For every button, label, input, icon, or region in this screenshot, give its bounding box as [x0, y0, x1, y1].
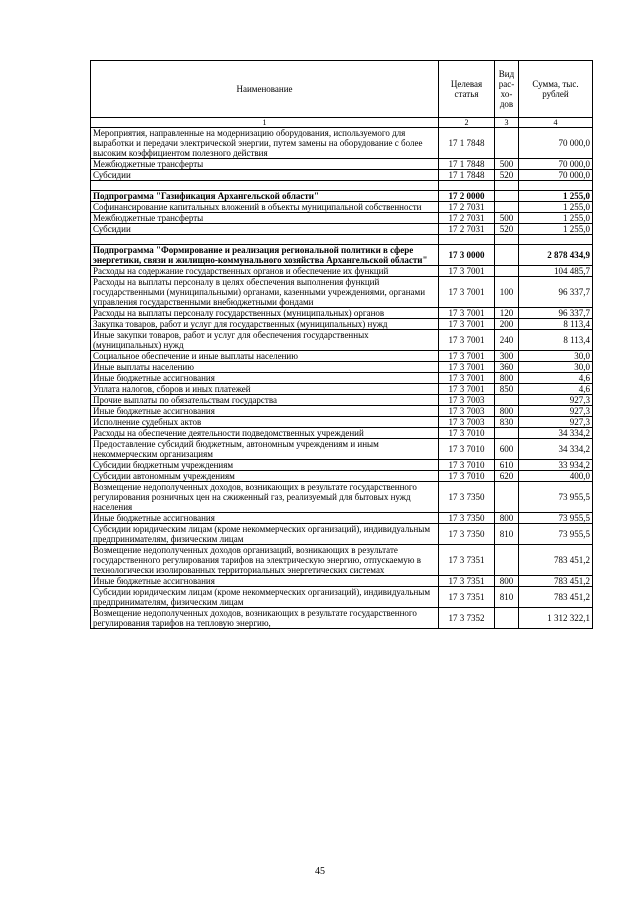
type-cell: 240: [495, 330, 519, 351]
name-cell: Иные бюджетные ассигнования: [91, 373, 439, 384]
sum-cell: 783 451,2: [519, 545, 593, 576]
name-cell: Возмещение недополученных доходов, возникающих в результате государственного регулирования розничных цен на сжиженный газ, реализуемый для бытовых нужд населения: [91, 482, 439, 513]
name-cell: Расходы на выплаты персоналу в целях обеспечения выполнения функций государственными (муниципальными) органами, казенными учреждениями, органами управления государственными внебюджетными фондами: [91, 277, 439, 308]
table-row: [91, 428, 593, 439]
table-row: [91, 524, 593, 545]
type-cell: [495, 245, 519, 266]
name-cell: Расходы на содержание государственных органов и обеспечение их функций: [91, 266, 439, 277]
name-cell: Исполнение судебных актов: [91, 417, 439, 428]
type-cell: 300: [495, 351, 519, 362]
table-header-row: [91, 61, 593, 118]
table-row: [91, 308, 593, 319]
name-cell: Социальное обеспечение и иные выплаты населению: [91, 351, 439, 362]
sum-cell: 8 113,4: [519, 319, 593, 330]
table-row: [91, 319, 593, 330]
spacer-row: [91, 181, 593, 191]
table-row: [91, 159, 593, 170]
target-cell: 17 3 7001: [439, 319, 495, 330]
name-cell: Иные бюджетные ассигнования: [91, 406, 439, 417]
target-cell: 17 3 0000: [439, 245, 495, 266]
type-cell: [495, 395, 519, 406]
target-cell: 17 2 7031: [439, 213, 495, 224]
target-cell: 17 3 7001: [439, 384, 495, 395]
sum-cell: 73 955,5: [519, 513, 593, 524]
name-cell: Иные бюджетные ассигнования: [91, 576, 439, 587]
page-number: 45: [315, 866, 325, 877]
name-cell: Субсидии юридическим лицам (кроме некоммерческих организаций), индивидуальным предпринимателям, физическим лицам: [91, 524, 439, 545]
sum-cell: 400,0: [519, 471, 593, 482]
name-cell: Субсидии бюджетным учреждениям: [91, 460, 439, 471]
target-cell: 17 3 7001: [439, 362, 495, 373]
target-cell: 17 3 7003: [439, 395, 495, 406]
type-cell: [495, 266, 519, 277]
sum-cell: 1 312 322,1: [519, 608, 593, 629]
type-cell: 500: [495, 213, 519, 224]
target-cell: 17 1 7848: [439, 170, 495, 181]
table-row: [91, 460, 593, 471]
type-cell: 200: [495, 319, 519, 330]
sum-cell: 783 451,2: [519, 576, 593, 587]
sum-cell: 4,6: [519, 373, 593, 384]
spacer-cell: [91, 235, 439, 245]
name-cell: Софинансирование капитальных вложений в объекты муниципальной собственности: [91, 202, 439, 213]
target-cell: 17 1 7848: [439, 159, 495, 170]
name-cell: Предоставление субсидий бюджетным, автономным учреждениям и иным некоммерческим организациям: [91, 439, 439, 460]
subprogram-row: [91, 245, 593, 266]
type-cell: [495, 608, 519, 629]
column-number-row: [91, 118, 593, 128]
name-cell: Подпрограмма "Газификация Архангельской области": [91, 191, 439, 202]
name-cell: Расходы на выплаты персоналу государственных (муниципальных) органов: [91, 308, 439, 319]
name-cell: Субсидии автономным учреждениям: [91, 471, 439, 482]
type-cell: [495, 482, 519, 513]
sum-cell: 1 255,0: [519, 191, 593, 202]
name-cell: Мероприятия, направленные на модернизацию оборудования, используемого для выработки и передачи электрической энергии, путем замены на оборудование с более высоким коэффициентом полезного действия: [91, 128, 439, 159]
sum-cell: 1 255,0: [519, 213, 593, 224]
sum-cell: 104 485,7: [519, 266, 593, 277]
target-cell: 17 3 7001: [439, 351, 495, 362]
table-row: [91, 128, 593, 159]
type-cell: 810: [495, 524, 519, 545]
header-type: Вид рас-хо-дов: [495, 61, 519, 118]
name-cell: Прочие выплаты по обязательствам государства: [91, 395, 439, 406]
name-cell: Закупка товаров, работ и услуг для государственных (муниципальных) нужд: [91, 319, 439, 330]
sum-cell: 927,3: [519, 406, 593, 417]
target-cell: 17 3 7001: [439, 373, 495, 384]
table-row: [91, 513, 593, 524]
spacer-row: [91, 235, 593, 245]
sum-cell: 96 337,7: [519, 308, 593, 319]
type-cell: 800: [495, 576, 519, 587]
name-cell: Иные выплаты населению: [91, 362, 439, 373]
type-cell: 360: [495, 362, 519, 373]
target-cell: 17 3 7350: [439, 482, 495, 513]
type-cell: 800: [495, 513, 519, 524]
name-cell: Расходы на обеспечение деятельности подведомственных учреждений: [91, 428, 439, 439]
table-row: [91, 576, 593, 587]
table-row: [91, 213, 593, 224]
target-cell: 17 3 7351: [439, 545, 495, 576]
table-row: [91, 439, 593, 460]
type-cell: 850: [495, 384, 519, 395]
type-cell: 800: [495, 373, 519, 384]
target-cell: 17 3 7001: [439, 308, 495, 319]
table-row: [91, 417, 593, 428]
sum-cell: 34 334,2: [519, 428, 593, 439]
target-cell: 17 3 7001: [439, 330, 495, 351]
sum-cell: 96 337,7: [519, 277, 593, 308]
sum-cell: 8 113,4: [519, 330, 593, 351]
name-cell: Иные бюджетные ассигнования: [91, 513, 439, 524]
table-row: [91, 406, 593, 417]
type-cell: [495, 545, 519, 576]
sum-cell: 4,6: [519, 384, 593, 395]
type-cell: [495, 202, 519, 213]
table-row: [91, 395, 593, 406]
subprogram-row: [91, 191, 593, 202]
table-row: [91, 373, 593, 384]
type-cell: 830: [495, 417, 519, 428]
sum-cell: 70 000,0: [519, 128, 593, 159]
sum-cell: 30,0: [519, 351, 593, 362]
table-row: [91, 266, 593, 277]
target-cell: 17 2 7031: [439, 224, 495, 235]
spacer-cell: [439, 235, 495, 245]
type-cell: [495, 191, 519, 202]
target-cell: 17 3 7010: [439, 439, 495, 460]
table-row: [91, 170, 593, 181]
type-cell: [495, 128, 519, 159]
name-cell: Межбюджетные трансферты: [91, 213, 439, 224]
name-cell: Уплата налогов, сборов и иных платежей: [91, 384, 439, 395]
spacer-cell: [439, 181, 495, 191]
target-cell: 17 3 7010: [439, 471, 495, 482]
type-cell: 500: [495, 159, 519, 170]
sum-cell: 33 934,2: [519, 460, 593, 471]
sum-cell: 1 255,0: [519, 224, 593, 235]
spacer-cell: [91, 181, 439, 191]
name-cell: Межбюджетные трансферты: [91, 159, 439, 170]
column-number: 3: [495, 118, 519, 128]
target-cell: 17 3 7001: [439, 277, 495, 308]
header-name: Наименование: [91, 61, 439, 118]
spacer-cell: [519, 235, 593, 245]
table-row: [91, 384, 593, 395]
spacer-cell: [519, 181, 593, 191]
target-cell: 17 1 7848: [439, 128, 495, 159]
target-cell: 17 3 7351: [439, 587, 495, 608]
target-cell: 17 2 0000: [439, 191, 495, 202]
spacer-cell: [495, 181, 519, 191]
spacer-cell: [495, 235, 519, 245]
target-cell: 17 3 7001: [439, 266, 495, 277]
budget-table: [90, 60, 593, 629]
sum-cell: 73 955,5: [519, 524, 593, 545]
target-cell: 17 3 7003: [439, 417, 495, 428]
target-cell: 17 3 7010: [439, 428, 495, 439]
name-cell: Субсидии: [91, 170, 439, 181]
sum-cell: 2 878 434,9: [519, 245, 593, 266]
name-cell: Субсидии юридическим лицам (кроме некоммерческих организаций), индивидуальным предпринимателям, физическим лицам: [91, 587, 439, 608]
type-cell: 800: [495, 406, 519, 417]
type-cell: 810: [495, 587, 519, 608]
type-cell: 600: [495, 439, 519, 460]
sum-cell: 927,3: [519, 417, 593, 428]
type-cell: 610: [495, 460, 519, 471]
type-cell: 620: [495, 471, 519, 482]
table-row: [91, 482, 593, 513]
sum-cell: 73 955,5: [519, 482, 593, 513]
target-cell: 17 3 7010: [439, 460, 495, 471]
target-cell: 17 3 7350: [439, 524, 495, 545]
type-cell: [495, 428, 519, 439]
table-body: [91, 128, 593, 629]
table-row: [91, 471, 593, 482]
name-cell: Возмещение недополученных доходов, возникающих в результате государственного регулирования тарифов на тепловую энергию,: [91, 608, 439, 629]
sum-cell: 783 451,2: [519, 587, 593, 608]
target-cell: 17 3 7350: [439, 513, 495, 524]
target-cell: 17 3 7352: [439, 608, 495, 629]
table-row: [91, 351, 593, 362]
table-row: [91, 587, 593, 608]
table-row: [91, 224, 593, 235]
table-row: [91, 362, 593, 373]
type-cell: 100: [495, 277, 519, 308]
name-cell: Возмещение недополученных доходов организаций, возникающих в результате государственного регулирования тарифов на электрическую энергию, отпускаемую в технологически изолированных территориальных энергетических системах: [91, 545, 439, 576]
type-cell: 520: [495, 224, 519, 235]
name-cell: Субсидии: [91, 224, 439, 235]
header-target: Целевая статья: [439, 61, 495, 118]
header-sum: Сумма, тыс. рублей: [519, 61, 593, 118]
table-row: [91, 608, 593, 629]
target-cell: 17 3 7003: [439, 406, 495, 417]
sum-cell: 1 255,0: [519, 202, 593, 213]
table-row: [91, 330, 593, 351]
column-number: 1: [91, 118, 439, 128]
table-row: [91, 277, 593, 308]
type-cell: 520: [495, 170, 519, 181]
table-row: [91, 202, 593, 213]
sum-cell: 70 000,0: [519, 159, 593, 170]
column-number: 2: [439, 118, 495, 128]
target-cell: 17 2 7031: [439, 202, 495, 213]
column-number: 4: [519, 118, 593, 128]
sum-cell: 34 334,2: [519, 439, 593, 460]
sum-cell: 927,3: [519, 395, 593, 406]
type-cell: 120: [495, 308, 519, 319]
table-row: [91, 545, 593, 576]
name-cell: Подпрограмма "Формирование и реализация региональной политики в сфере энергетики, связи и жилищно-коммунального хозяйства Архангельской области": [91, 245, 439, 266]
sum-cell: 70 000,0: [519, 170, 593, 181]
name-cell: Иные закупки товаров, работ и услуг для обеспечения государственных (муниципальных) нужд: [91, 330, 439, 351]
sum-cell: 30,0: [519, 362, 593, 373]
target-cell: 17 3 7351: [439, 576, 495, 587]
